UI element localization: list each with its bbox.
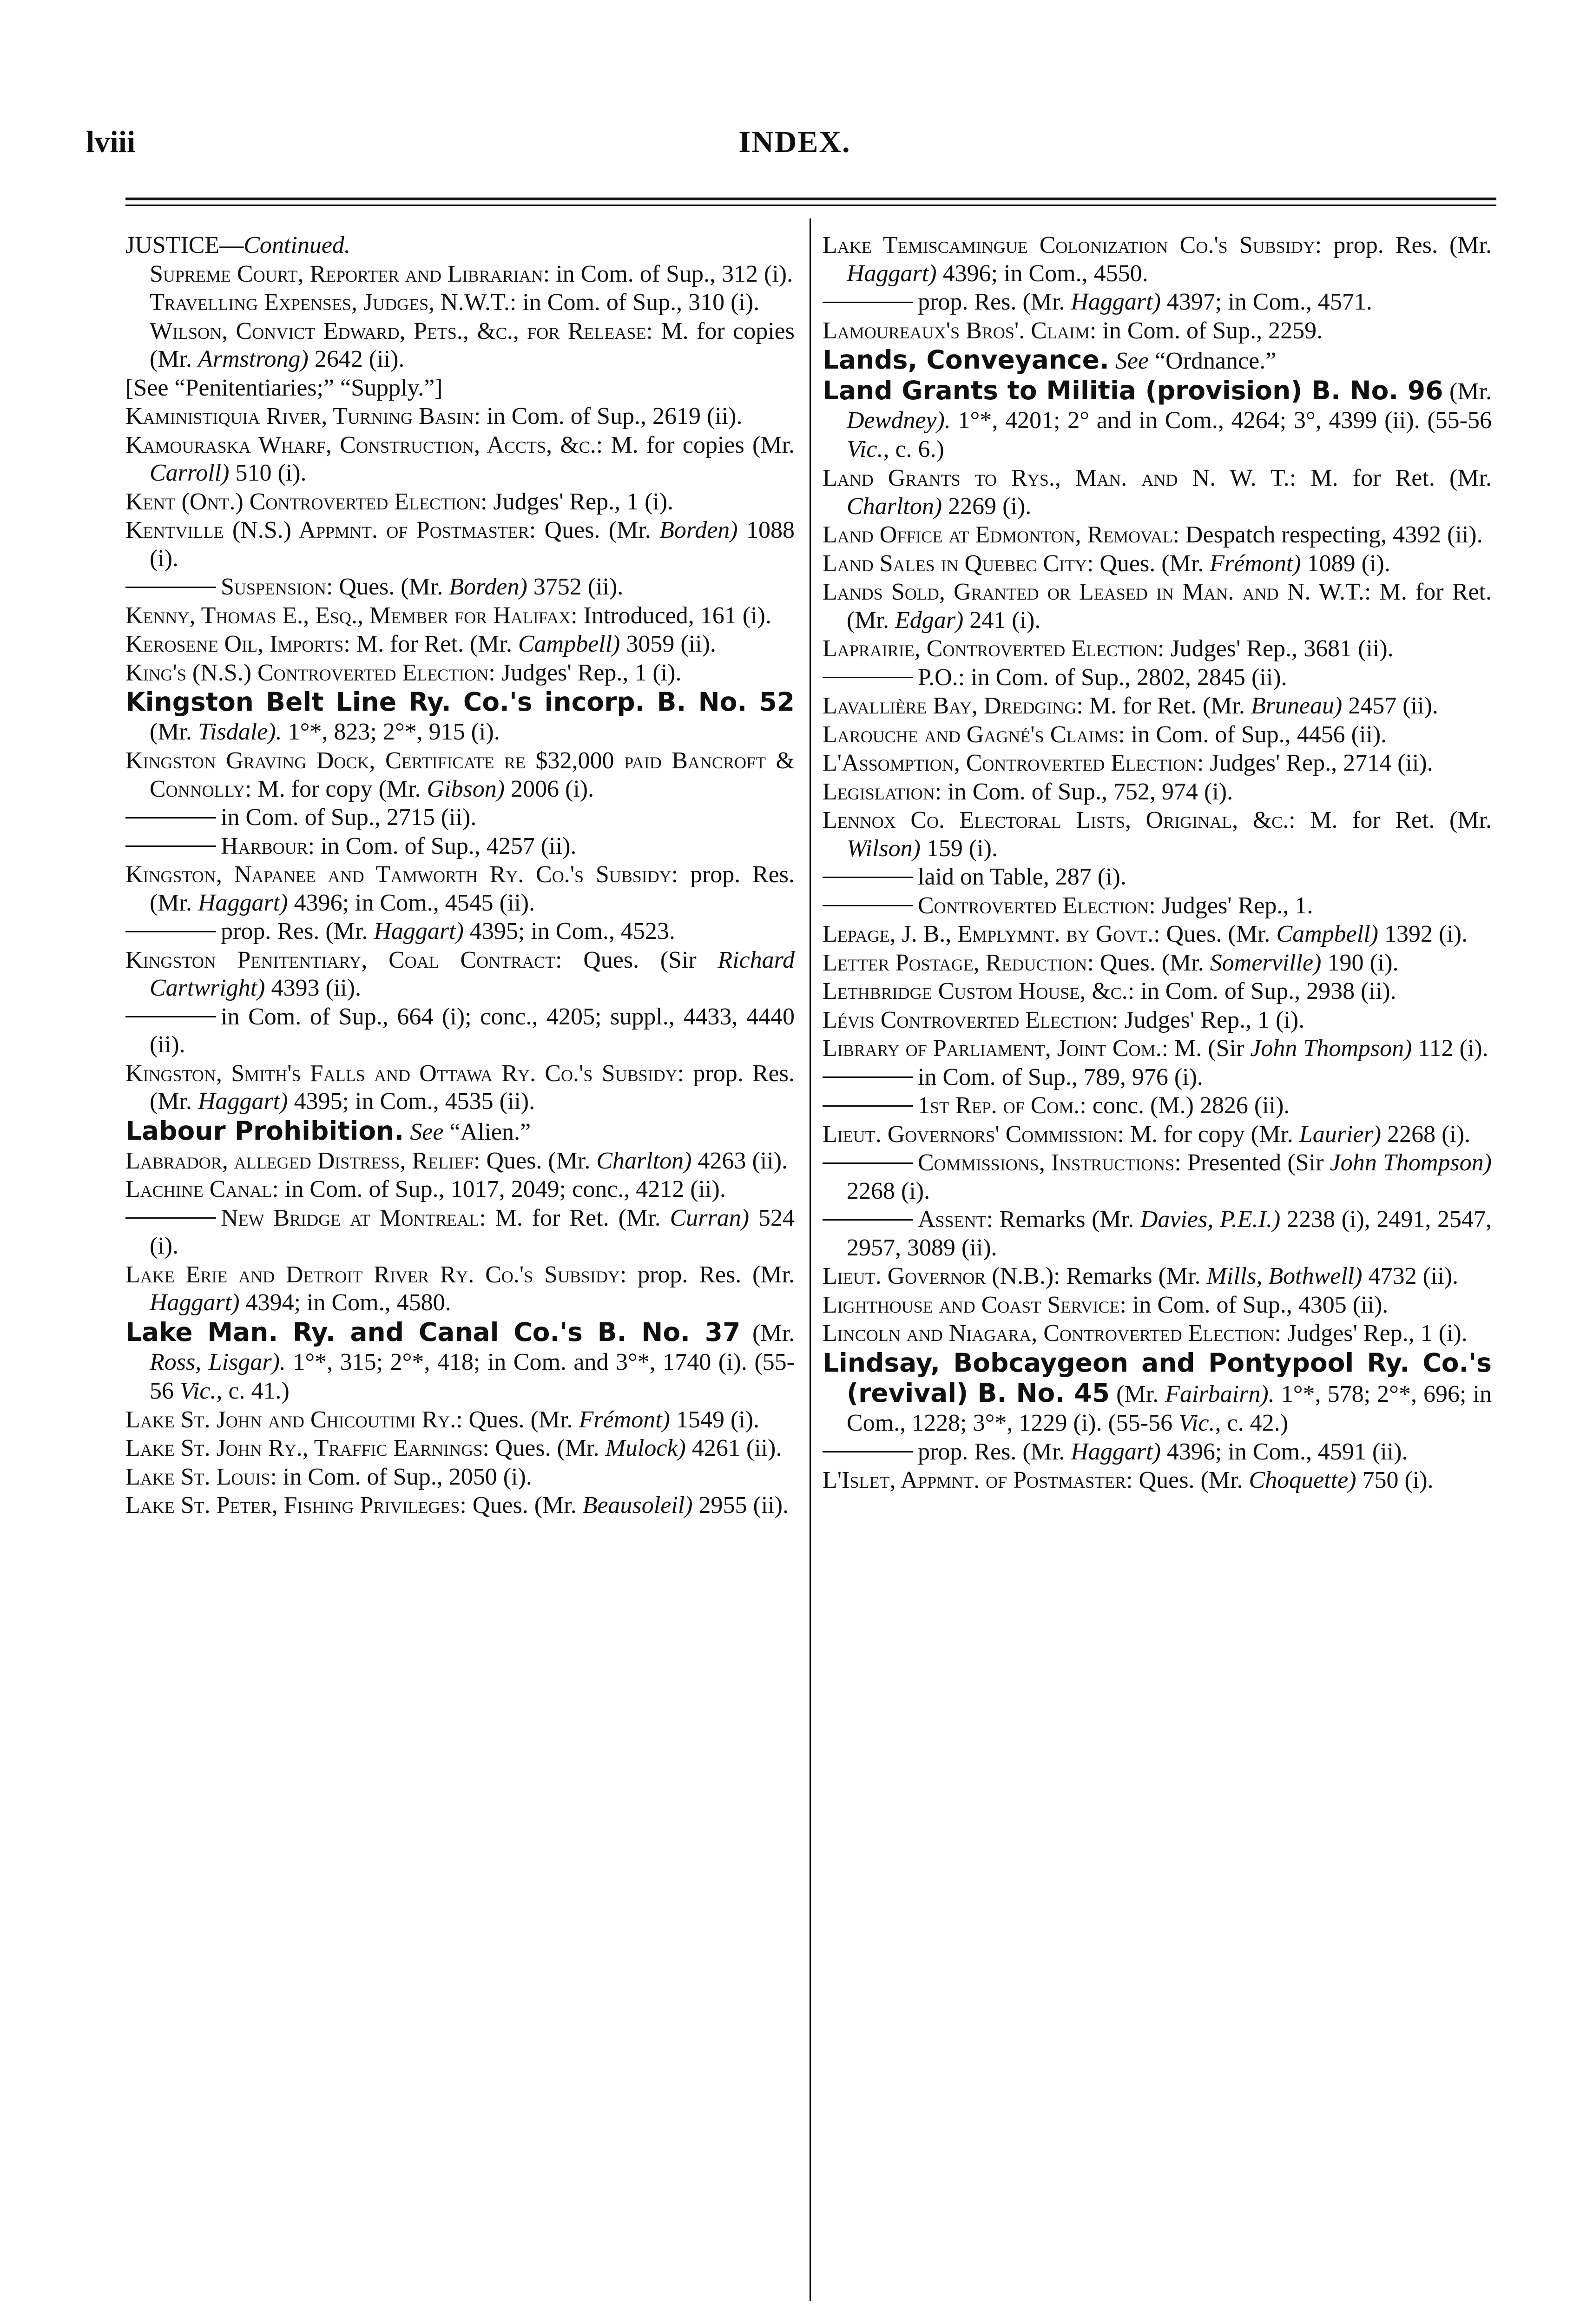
entry-text: : Ques. (Mr.: [482, 1435, 606, 1461]
entry-text: : M. for Ret. (Mr.: [1076, 693, 1251, 719]
index-entry: [823, 1121, 1492, 1149]
member-name: Haggart): [374, 918, 464, 944]
entry-text: 2955 (ii).: [692, 1492, 789, 1519]
entry-text: 4261 (ii).: [685, 1435, 782, 1461]
index-entry: [125, 1434, 795, 1463]
entry-heading: Wilson, Convict Edward, Pets., &c., for Release: [150, 317, 646, 344]
entry-text: : Ques. (Mr.: [529, 517, 660, 543]
index-entry: [823, 664, 1492, 692]
index-entry: [125, 1492, 795, 1520]
entry-heading: Lake Temiscamingue Colonization Co.'s Subsidy: [823, 232, 1315, 258]
entry-heading: P.O.: [918, 664, 958, 691]
index-entry: [823, 635, 1492, 663]
entry-heading: Lake St. Louis: [125, 1463, 270, 1490]
entry-heading: Lennox Co. Electoral Lists, Original, &c.: [823, 807, 1289, 833]
member-name: Gibson): [427, 775, 505, 802]
entry-text: in Com. of Sup., 789, 976 (i).: [918, 1063, 1203, 1090]
index-entry: [125, 1147, 795, 1175]
entry-text: 1°*, 823; 2°*, 915 (i).: [282, 719, 500, 745]
index-entry: [823, 749, 1492, 778]
member-name: Richard Cartwright): [150, 946, 795, 1001]
index-entry: [823, 977, 1492, 1006]
entry-text: [See “Penitentiaries;” “Supply.”]: [125, 374, 443, 401]
entry-heading: Larouche and Gagné's Claims: [823, 721, 1119, 748]
entry-text: 2457 (ii).: [1342, 693, 1438, 719]
index-entry: [125, 1175, 795, 1204]
member-name: Campbell): [1276, 921, 1378, 947]
entry-text: 2268 (i).: [847, 1177, 930, 1204]
index-entry: [125, 516, 795, 573]
entry-text: (Mr.: [740, 1320, 795, 1347]
index-entry: [125, 747, 795, 803]
entry-heading: Lethbridge Custom House, &c.: [823, 978, 1128, 1004]
entry-text: 524 (i).: [150, 1204, 795, 1259]
entry-text: in Com. of Sup., 664 (i); conc., 4205; suppl., 4433, 4440 (ii).: [150, 1003, 795, 1058]
entry-text: : prop. Res. (Mr.: [150, 1060, 795, 1115]
member-name: Continued.: [244, 232, 350, 258]
entry-heading: Supreme Court, Reporter and Librarian: [150, 260, 543, 287]
index-entry: [125, 1406, 795, 1434]
entry-heading: Kingston, Napanee and Tamworth Ry. Co.'s Subsidy: [125, 861, 672, 888]
entry-heading: Land Grants to Rys., Man. and N. W. T.: [823, 465, 1290, 491]
entry-text: 4394; in Com., 4580.: [239, 1289, 451, 1316]
index-entry: [823, 949, 1492, 977]
entry-heading: Lepage, J. B., Emplymnt. by Govt.: [823, 921, 1154, 947]
entry-heading: Suspension: [221, 574, 326, 600]
entry-text: : M. for Ret. (Mr.: [343, 631, 518, 657]
index-entry: [823, 892, 1492, 920]
entry-heading: Library of Parliament, Joint Com.: [823, 1035, 1162, 1062]
index-entry: [823, 376, 1492, 464]
entry-text: 4396; in Com., 4591 (ii).: [1160, 1438, 1408, 1465]
entry-text: 1392 (i).: [1378, 921, 1468, 947]
member-name: Davies, P.E.I.): [1140, 1206, 1281, 1233]
member-name: Bruneau): [1251, 693, 1343, 719]
entry-heading: Laprairie, Controverted Election: [823, 635, 1158, 662]
entry-text: 4263 (ii).: [691, 1147, 788, 1174]
entry-text: , c. 41.): [216, 1377, 290, 1404]
entry-text: 4396; in Com., 4550.: [936, 260, 1148, 287]
index-entry: [823, 578, 1492, 634]
entry-text: : Ques. (Mr.: [1086, 550, 1210, 577]
entry-text: : Ques. (Mr.: [474, 1147, 597, 1174]
entry-text: 4396; in Com., 4545 (ii).: [288, 889, 535, 916]
entry-text: 4395; in Com., 4523.: [463, 918, 675, 944]
index-entry: [823, 1149, 1492, 1205]
index-entry: [125, 602, 795, 630]
entry-text: 750 (i).: [1356, 1467, 1434, 1493]
index-entry: [125, 431, 795, 488]
ditto-dash: [125, 817, 216, 819]
entry-heading: Kenny, Thomas E., Esq., Member for Halifax: [125, 602, 571, 629]
entry-text: : Judges' Rep., 1 (i).: [1274, 1320, 1468, 1347]
index-column-left: [125, 231, 795, 1520]
index-entry: [823, 288, 1492, 317]
entry-heading: Labrador, alleged Distress, Relief: [125, 1147, 474, 1174]
entry-text: 1°*, 578; 2°*, 696; in Com., 1228; 3°*, 1229 (i). (55-56: [847, 1380, 1492, 1436]
index-entry: [823, 231, 1492, 288]
entry-text: : Remarks (Mr.: [986, 1206, 1140, 1233]
entry-text: 1°*, 315; 2°*, 418; in Com. and 3°*, 1740 (i). (55-56: [150, 1348, 795, 1404]
entry-heading: Lieut. Governor (N.B.): [823, 1263, 1054, 1289]
entry-text: (Mr.: [1443, 378, 1492, 405]
member-name: Borden): [659, 517, 738, 543]
member-name: Carroll): [150, 460, 230, 486]
entry-text: : Introduced, 161 (i).: [571, 602, 771, 629]
entry-text: : Ques. (Mr.: [1087, 949, 1210, 976]
entry-heading: Travelling Expenses, Judges, N.W.T.: [150, 289, 510, 316]
entry-text: : Judges' Rep., 1 (i).: [480, 488, 674, 515]
index-entry: [823, 1092, 1492, 1120]
index-entry: [823, 1291, 1492, 1320]
entry-text: : M. for copy (Mr.: [245, 775, 427, 802]
index-entry: [823, 692, 1492, 720]
entry-heading: Lake St. John Ry., Traffic Earnings: [125, 1435, 483, 1461]
member-name: Campbell): [518, 631, 620, 657]
member-name: Mulock): [605, 1435, 686, 1461]
entry-text: : Despatch respecting, 4392 (ii).: [1172, 522, 1483, 548]
entry-text: : M. for Ret. (Mr.: [479, 1204, 670, 1231]
ditto-dash: [125, 1217, 216, 1219]
entry-heading: Lamoureaux's Bros'. Claim: [823, 317, 1090, 344]
entry-heading: L'Assomption, Controverted Election: [823, 750, 1197, 776]
entry-text: : in Com. of Sup., 2259.: [1089, 317, 1323, 344]
index-entry: [125, 918, 795, 946]
bill-title: Lindsay, Bobcaygeon and Pontypool Ry. Co.'s (revival) B. No. 45: [823, 1347, 1492, 1408]
member-name: Somerville): [1210, 949, 1322, 976]
index-entry: [125, 832, 795, 861]
index-entry: [823, 1006, 1492, 1035]
entry-text: 4395; in Com., 4535 (ii).: [288, 1088, 535, 1115]
entry-text: 190 (i).: [1321, 949, 1399, 976]
entry-text: 1089 (i).: [1301, 550, 1390, 577]
index-entry: [823, 1035, 1492, 1063]
entry-text: : Ques. (Mr.: [460, 1492, 583, 1519]
index-entry: [125, 861, 795, 917]
bill-title: Lands, Conveyance.: [823, 345, 1109, 375]
index-entry: [125, 317, 795, 374]
entry-heading: Kamouraska Wharf, Construction, Accts, &c.: [125, 431, 596, 458]
index-entry: [125, 659, 795, 687]
member-name: Choquette): [1249, 1467, 1356, 1493]
entry-heading: Lake St. Peter, Fishing Privileges: [125, 1492, 460, 1519]
entry-heading: Controverted Election: [918, 892, 1149, 919]
entry-text: 112 (i).: [1412, 1035, 1488, 1062]
member-name: Vic.: [1178, 1409, 1215, 1436]
member-name: Vic.: [180, 1377, 217, 1404]
bill-title: Labour Prohibition.: [125, 1116, 404, 1146]
index-entry: [125, 289, 795, 317]
index-entry: [125, 1463, 795, 1492]
index-entry: [125, 1116, 795, 1147]
member-name: See: [410, 1118, 444, 1145]
entry-text: : in Com. of Sup., 4305 (ii).: [1119, 1291, 1389, 1318]
index-entry: [125, 946, 795, 1003]
entry-text: : in Com. of Sup., 4257 (ii).: [308, 832, 577, 859]
page-header: [86, 125, 1503, 171]
member-name: Haggart): [198, 1088, 288, 1115]
index-entry: [125, 804, 795, 832]
entry-heading: Legislation: [823, 778, 935, 805]
member-name: Frémont): [579, 1406, 670, 1433]
entry-text: : in Com. of Sup., 2802, 2845 (ii).: [958, 664, 1287, 691]
page-number: lviii: [86, 125, 136, 159]
member-name: Haggart): [150, 1289, 240, 1316]
member-name: Curran): [670, 1204, 750, 1231]
index-entry: [823, 521, 1492, 549]
entry-text: : M. for copies (Mr.: [596, 431, 795, 458]
member-name: Tisdale).: [198, 719, 282, 745]
entry-heading: Kingston, Smith's Falls and Ottawa Ry. Co.'s Subsidy: [125, 1060, 678, 1087]
index-entry: [125, 1204, 795, 1261]
index-entry: [823, 778, 1492, 806]
entry-text: : M. for copy (Mr.: [1117, 1121, 1299, 1148]
entry-text: 4732 (ii).: [1362, 1263, 1459, 1289]
ditto-dash: [823, 1105, 913, 1107]
entry-heading: Lighthouse and Coast Service: [823, 1291, 1120, 1318]
index-entry: [823, 863, 1492, 891]
entry-text: 3059 (ii).: [620, 631, 716, 657]
index-entry: [125, 1261, 795, 1317]
member-name: Wilson): [847, 835, 921, 862]
ditto-dash: [823, 1219, 913, 1221]
entry-text: 2269 (i).: [942, 493, 1032, 520]
entry-heading: New Bridge at Montreal: [221, 1204, 480, 1231]
entry-text: [1109, 348, 1115, 374]
bill-title: Land Grants to Militia (provision) B. No. 96: [823, 376, 1443, 405]
entry-text: : prop. Res. (Mr.: [1315, 232, 1492, 258]
member-name: Armstrong): [198, 346, 309, 372]
ditto-dash: [823, 1076, 913, 1078]
index-entry: [823, 1438, 1492, 1466]
entry-text: in Com. of Sup., 2715 (ii).: [221, 804, 477, 831]
member-name: Dewdney).: [847, 407, 951, 434]
index-entry: [125, 231, 795, 260]
index-entry: [125, 1060, 795, 1116]
member-name: Vic.: [847, 436, 883, 462]
entry-text: (Mr.: [1110, 1380, 1165, 1407]
member-name: Charlton): [596, 1147, 692, 1174]
index-entry: [823, 1206, 1492, 1262]
index-entry: [125, 573, 795, 601]
entry-heading: Lands Sold, Granted or Leased in Man. and N. W.T.: [823, 579, 1364, 605]
header-rule-thick: [125, 198, 1496, 200]
entry-text: 241 (i).: [963, 607, 1041, 634]
member-name: Frémont): [1210, 550, 1301, 577]
entry-text: (Mr.: [150, 719, 198, 745]
index-entry: [125, 630, 795, 659]
entry-text: : prop. Res. (Mr.: [150, 861, 795, 916]
entry-text: : M. for Ret. (Mr.: [847, 579, 1492, 634]
index-entry: [823, 464, 1492, 521]
entry-text: prop. Res. (Mr.: [918, 1438, 1071, 1465]
index-entry: [823, 1348, 1492, 1438]
entry-text: : prop. Res. (Mr.: [619, 1261, 795, 1288]
entry-text: “Alien.”: [443, 1118, 531, 1145]
member-name: Charlton): [847, 493, 942, 520]
entry-text: JUSTICE—: [125, 232, 244, 258]
index-entry: [823, 1466, 1492, 1495]
member-name: John Thompson): [1330, 1149, 1492, 1176]
entry-text: : in Com. of Sup., 310 (i).: [509, 289, 760, 316]
entry-text: 3752 (ii).: [527, 574, 624, 600]
member-name: Edgar): [895, 607, 964, 634]
entry-heading: Lévis Controverted Election: [823, 1006, 1112, 1033]
entry-heading: Commissions, Instructions: [918, 1149, 1175, 1176]
entry-text: laid on Table, 287 (i).: [918, 864, 1126, 890]
entry-heading: Land Sales in Quebec City: [823, 550, 1087, 577]
entry-text: : Judges' Rep., 2714 (ii).: [1197, 750, 1433, 776]
entry-text: : Ques. (Mr.: [1153, 921, 1277, 947]
index-entry: [823, 1063, 1492, 1092]
entry-text: : Ques. (Mr.: [326, 574, 449, 600]
entry-text: : in Com. of Sup., 1017, 2049; conc., 4212 (ii).: [272, 1176, 726, 1202]
entry-heading: L'Islet, Appmnt. of Postmaster: [823, 1467, 1126, 1493]
ditto-dash: [823, 1451, 913, 1452]
entry-heading: Kent (Ont.) Controverted Election: [125, 488, 481, 515]
ditto-dash: [823, 877, 913, 878]
entry-text: prop. Res. (Mr.: [221, 918, 374, 944]
entry-text: : Ques. (Mr.: [456, 1406, 579, 1433]
entry-heading: Lake Erie and Detroit River Ry. Co.'s Subsidy: [125, 1261, 620, 1288]
index-entry: [823, 317, 1492, 345]
entry-text: “Ordnance.”: [1149, 348, 1277, 374]
index-entry: [125, 403, 795, 431]
entry-text: prop. Res. (Mr.: [918, 289, 1071, 315]
entry-text: [404, 1119, 410, 1145]
entry-heading: 1st Rep. of Com.: [918, 1092, 1080, 1119]
entry-text: , c. 42.): [1215, 1409, 1288, 1436]
entry-text: : Judges' Rep., 1 (i).: [1112, 1006, 1305, 1033]
ditto-dash: [823, 1162, 913, 1164]
entry-text: 4397; in Com., 4571.: [1160, 289, 1372, 315]
ditto-dash: [823, 677, 913, 678]
index-entry: [125, 1003, 795, 1059]
entry-heading: Harbour: [221, 832, 308, 859]
entry-text: 2268 (i).: [1381, 1121, 1471, 1148]
entry-text: : in Com. of Sup., 2050 (i).: [270, 1463, 532, 1490]
ditto-dash: [125, 931, 216, 932]
entry-text: : M. for copies (Mr.: [150, 317, 795, 372]
index-entry: [823, 721, 1492, 749]
entry-text: 4393 (ii).: [265, 975, 362, 1001]
member-name: Mills, Bothwell): [1206, 1263, 1363, 1289]
index-entry: [125, 260, 795, 289]
ditto-dash: [125, 845, 216, 847]
index-entry: [823, 920, 1492, 949]
index-entry: [125, 1318, 795, 1406]
entry-heading: Kingston Graving Dock, Certificate re $32,000 paid Bancroft & Connolly: [125, 747, 795, 802]
member-name: See: [1115, 348, 1149, 374]
member-name: Ross, Lisgar).: [150, 1348, 286, 1375]
entry-text: 2238 (i), 2491, 2547, 2957, 3089 (ii).: [847, 1206, 1492, 1261]
index-entry: [823, 345, 1492, 376]
entry-text: : Presented (Sir: [1174, 1149, 1330, 1176]
entry-heading: Lake St. John and Chicoutimi Ry.: [125, 1406, 456, 1433]
index-entry: [823, 806, 1492, 863]
ditto-dash: [125, 587, 216, 588]
header-rule-thin: [125, 205, 1496, 206]
entry-heading: Kentville (N.S.) Appmnt. of Postmaster: [125, 517, 529, 543]
entry-text: 510 (i).: [229, 460, 307, 486]
entry-text: : in Com. of Sup., 2938 (ii).: [1127, 978, 1396, 1004]
entry-heading: Kingston Penitentiary, Coal Contract: [125, 946, 556, 973]
index-entry: [125, 488, 795, 516]
entry-text: 2642 (ii).: [308, 346, 405, 372]
member-name: Fairbairn).: [1165, 1380, 1275, 1407]
bill-title: Lake Man. Ry. and Canal Co.'s B. No. 37: [125, 1317, 741, 1347]
entry-text: : in Com. of Sup., 2619 (ii).: [474, 403, 743, 429]
entry-heading: Kerosene Oil, Imports: [125, 631, 344, 657]
entry-text: : in Com. of Sup., 312 (i).: [543, 260, 793, 287]
entry-text: : in Com. of Sup., 4456 (ii).: [1118, 721, 1387, 748]
entry-text: : M. (Sir: [1161, 1035, 1251, 1062]
entry-text: : Ques. (Mr.: [1126, 1467, 1249, 1493]
entry-text: : Ques. (Sir: [555, 946, 718, 973]
entry-text: 159 (i).: [920, 835, 998, 862]
entry-text: : M. for Ret. (Mr.: [1289, 807, 1492, 833]
ditto-dash: [823, 302, 913, 303]
member-name: Haggart): [198, 889, 288, 916]
ditto-dash: [125, 1016, 216, 1017]
entry-text: : Judges' Rep., 3681 (ii).: [1158, 635, 1394, 662]
member-name: Haggart): [1071, 1438, 1161, 1465]
entry-text: : M. for Ret. (Mr.: [1289, 465, 1492, 491]
entry-heading: Land Office at Edmonton, Removal: [823, 522, 1173, 548]
entry-heading: Letter Postage, Reduction: [823, 949, 1087, 976]
entry-text: : conc. (M.) 2826 (ii).: [1080, 1092, 1290, 1119]
entry-text: , c. 6.): [883, 436, 944, 462]
bill-title: Kingston Belt Line Ry. Co.'s incorp. B. No. 52: [125, 687, 795, 717]
index-entry: [823, 1262, 1492, 1291]
member-name: Beausoleil): [582, 1492, 693, 1519]
member-name: Laurier): [1299, 1121, 1382, 1148]
member-name: John Thompson): [1250, 1035, 1412, 1062]
entry-text: 1549 (i).: [670, 1406, 760, 1433]
ditto-dash: [823, 905, 913, 906]
entry-text: 2006 (i).: [505, 775, 594, 802]
entry-heading: Lincoln and Niagara, Controverted Election: [823, 1320, 1275, 1347]
entry-text: 1088 (i).: [150, 517, 795, 572]
entry-heading: Lachine Canal: [125, 1176, 272, 1202]
member-name: Haggart): [1071, 289, 1161, 315]
entry-heading: Lieut. Governors' Commission: [823, 1121, 1118, 1148]
index-entry: [125, 687, 795, 746]
entry-heading: King's (N.S.) Controverted Election: [125, 659, 489, 686]
column-divider: [810, 218, 811, 2301]
entry-text: : Judges' Rep., 1 (i).: [488, 659, 682, 686]
index-column-right: [823, 231, 1492, 1495]
entry-heading: Kaministiquia River, Turning Basin: [125, 403, 474, 429]
entry-text: : Remarks (Mr.: [1053, 1263, 1207, 1289]
index-entry: [125, 374, 795, 403]
member-name: Borden): [449, 574, 527, 600]
index-entry: [823, 550, 1492, 578]
entry-text: 1°*, 4201; 2° and in Com., 4264; 3°, 4399 (ii). (55-56: [950, 407, 1492, 434]
entry-text: : Judges' Rep., 1.: [1149, 892, 1313, 919]
index-entry: [823, 1320, 1492, 1348]
entry-text: : in Com. of Sup., 752, 974 (i).: [935, 778, 1233, 805]
page-title: INDEX.: [738, 125, 851, 159]
entry-heading: Assent: [918, 1206, 987, 1233]
member-name: Haggart): [847, 260, 937, 287]
entry-heading: Lavallière Bay, Dredging: [823, 693, 1077, 719]
